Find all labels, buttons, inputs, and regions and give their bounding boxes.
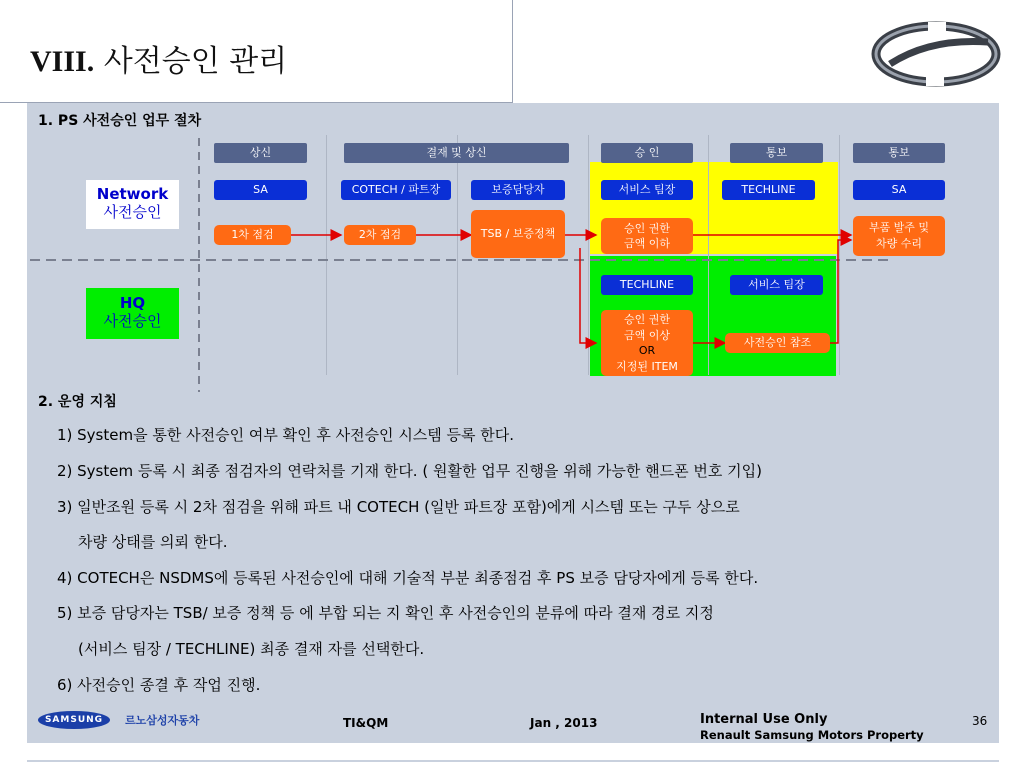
footer-dept: TI&QM: [343, 716, 389, 730]
step-approval-reference: 사전승인 참조: [725, 333, 830, 353]
role-service-lead: 서비스 팀장: [601, 180, 693, 200]
guideline-4: 4) COTECH은 NSDMS에 등록된 사전승인에 대해 기술적 부분 최종점검 후 PS 보증 담당자에게 등록 한다.: [57, 569, 759, 587]
guideline-6: 6) 사전승인 종결 후 작업 진행.: [57, 676, 261, 694]
footer-internal: Internal Use Only: [700, 712, 828, 727]
footer-property: Renault Samsung Motors Property: [700, 728, 924, 742]
column-header-notify: 통보: [730, 143, 823, 163]
column-divider: [588, 135, 589, 375]
company-name: 르노삼성자동차: [125, 714, 200, 727]
column-header-notify-2: 통보: [853, 143, 945, 163]
guideline-5: 5) 보증 담당자는 TSB/ 보증 정책 등 에 부합 되는 지 확인 후 사전승인의 분류에 따라 결재 경로 지정: [57, 604, 714, 622]
column-header-approval: 승 인: [601, 143, 693, 163]
network-approval-label: [86, 180, 179, 229]
column-divider: [457, 135, 458, 375]
step-parts-order-repair: [853, 216, 945, 256]
footer-date: Jan , 2013: [530, 716, 598, 730]
below-limit-line2: 금액 이하: [623, 237, 670, 250]
role-sa: SA: [214, 180, 307, 200]
role-hq-service-lead: 서비스 팀장: [730, 275, 823, 295]
parts-repair-line1: 부품 발주 및: [868, 221, 930, 234]
above-limit-line1: 승인 권한: [623, 313, 670, 326]
role-hq-techline: TECHLINE: [601, 275, 693, 295]
section2-heading: 2. 운영 지침: [38, 394, 117, 410]
guideline-5-cont: (서비스 팀장 / TECHLINE) 최종 결재 자를 선택한다.: [78, 640, 425, 658]
samsung-logo: SAMSUNG: [38, 711, 110, 729]
column-divider: [326, 135, 327, 375]
parts-repair-line2: 차량 수리: [875, 237, 922, 250]
guideline-3: 3) 일반조원 등록 시 2차 점검을 위해 파트 내 COTECH (일반 파트장 포함)에게 시스템 또는 구두 상으로: [57, 498, 740, 516]
guideline-3-cont: 차량 상태를 의뢰 한다.: [78, 533, 228, 551]
column-divider: [839, 135, 840, 375]
guideline-2: 2) System 등록 시 최종 점검자의 연락처를 기재 한다. ( 원활한 업무 진행을 위해 가능한 핸드폰 번호 기입): [57, 462, 762, 480]
page-title: [30, 36, 287, 80]
hq-approval-label: [86, 288, 179, 339]
guideline-1: 1) System을 통한 사전승인 여부 확인 후 사전승인 시스템 등록 한다.: [57, 426, 515, 444]
role-warranty-manager: 보증담당자: [471, 180, 565, 200]
step-first-inspection: 1차 점검: [214, 225, 291, 245]
column-header-approve-submit: 결재 및 상신: [344, 143, 569, 163]
above-limit-line2: 금액 이상: [623, 328, 670, 342]
hq-label-line1: HQ: [119, 294, 146, 312]
network-label-line2: 사전승인: [103, 203, 162, 221]
title-roman: VIII.: [30, 45, 95, 78]
hq-label-line2: 사전승인: [103, 312, 162, 330]
step-above-limit-or-item: [601, 310, 693, 376]
network-label-line1: Network: [96, 185, 169, 203]
step-second-inspection: 2차 점검: [344, 225, 416, 245]
page-number: 36: [972, 714, 988, 728]
role-cotech: COTECH / 파트장: [341, 180, 451, 200]
bottom-divider: [27, 760, 999, 762]
below-limit-line1: 승인 권한: [623, 222, 670, 235]
role-techline: TECHLINE: [722, 180, 815, 200]
column-header-submit: 상신: [214, 143, 307, 163]
column-divider: [708, 135, 709, 375]
role-sa-2: SA: [853, 180, 945, 200]
step-below-limit: [601, 218, 693, 254]
step-tsb-policy: TSB / 보증정책: [471, 210, 565, 258]
title-text: 사전승인 관리: [103, 44, 288, 79]
above-limit-or: OR: [638, 344, 656, 357]
above-limit-line4: 지정된 ITEM: [616, 359, 678, 373]
renault-samsung-logo: [870, 18, 1002, 88]
section1-heading: 1. PS 사전승인 업무 절차: [38, 113, 202, 129]
